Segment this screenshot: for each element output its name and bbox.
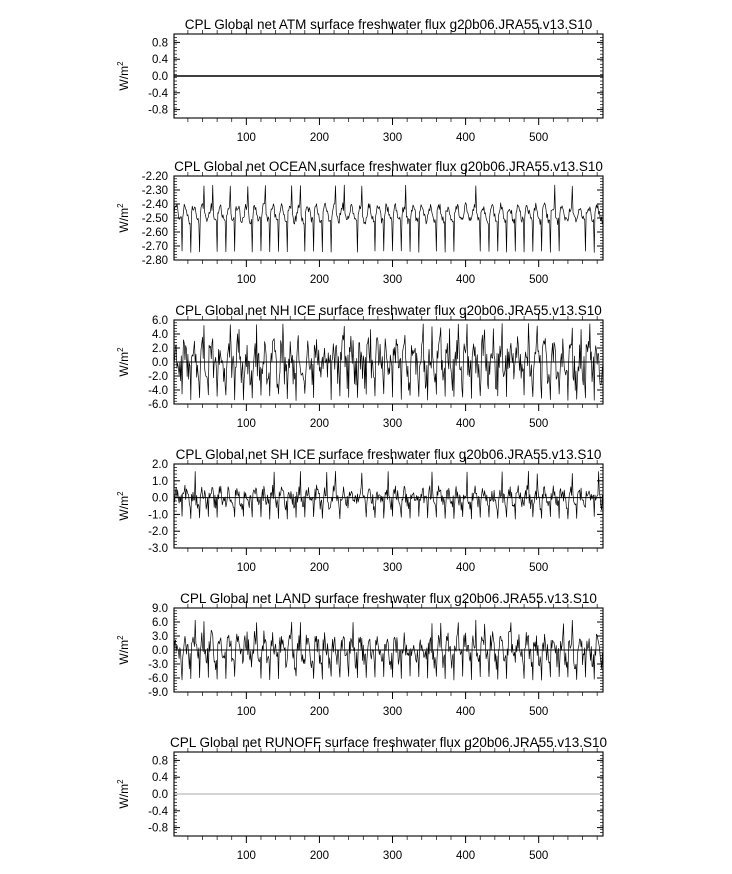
- x-tick-label: 400: [456, 132, 476, 144]
- y-tick-label: 0.0: [152, 492, 168, 505]
- series-line: [174, 471, 603, 519]
- y-axis-label: $W/m^2$: [116, 61, 131, 91]
- y-tick-label: -6.0: [148, 399, 168, 411]
- x-tick-label: 200: [309, 418, 330, 430]
- x-tick-label: 200: [309, 562, 330, 574]
- y-tick-label: -0.8: [148, 104, 168, 117]
- y-tick-label: 9.0: [152, 603, 168, 615]
- x-tick-label: 200: [309, 850, 330, 862]
- y-axis-label: $W/m^2$: [116, 779, 131, 809]
- y-tick-label: -0.4: [148, 87, 168, 100]
- y-tick-label: -9.0: [148, 687, 168, 699]
- x-tick-label: 100: [236, 562, 256, 574]
- y-tick-label: 0.0: [152, 357, 168, 369]
- panel-4: [116, 447, 603, 574]
- y-tick-label: 1.0: [152, 475, 168, 488]
- x-tick-label: 100: [236, 418, 256, 430]
- x-tick-label: 100: [236, 850, 256, 862]
- x-tick-label: 300: [382, 132, 403, 144]
- x-tick-label: 400: [456, 850, 476, 862]
- y-tick-label: 4.0: [152, 329, 168, 341]
- y-tick-label: 2.0: [152, 343, 168, 355]
- x-tick-label: 200: [309, 132, 330, 144]
- x-tick-label: 500: [529, 132, 549, 144]
- y-tick-label: 6.0: [152, 315, 168, 327]
- y-tick-label: -1.0: [148, 509, 168, 522]
- y-tick-label: -2.40: [141, 199, 168, 211]
- panel-2: [116, 159, 603, 286]
- x-tick-label: 300: [382, 562, 403, 574]
- y-tick-label: -4.0: [148, 385, 168, 397]
- x-tick-label: 300: [382, 706, 403, 718]
- x-tick-label: 500: [529, 706, 549, 718]
- x-tick-label: 300: [382, 850, 403, 862]
- y-tick-label: -2.30: [141, 185, 168, 197]
- x-tick-label: 200: [309, 274, 330, 286]
- panel-title: CPL Global net NH ICE surface freshwater flux g20b06.JRA55.v13.S10: [175, 303, 602, 318]
- y-tick-label: -2.0: [148, 526, 168, 539]
- panel-3: [116, 303, 603, 430]
- y-tick-label: -2.50: [141, 213, 168, 225]
- x-tick-label: 200: [309, 706, 330, 718]
- x-tick-label: 500: [529, 850, 549, 862]
- y-tick-label: -0.4: [148, 805, 168, 818]
- y-tick-label: -2.70: [141, 241, 168, 253]
- panel-5: [116, 591, 603, 718]
- y-tick-label: 0.8: [152, 37, 168, 50]
- panel-title: CPL Global net SH ICE surface freshwater flux g20b06.JRA55.v13.S10: [175, 447, 602, 462]
- y-tick-label: -3.0: [148, 543, 168, 555]
- panel-1: [116, 17, 603, 144]
- x-tick-label: 100: [236, 132, 256, 144]
- y-axis-label: $W/m^2$: [116, 203, 131, 233]
- y-tick-label: -2.0: [148, 371, 168, 383]
- y-axis-label: $W/m^2$: [116, 347, 131, 377]
- y-axis-label: $W/m^2$: [116, 635, 131, 665]
- y-tick-label: -2.60: [141, 227, 168, 239]
- x-tick-label: 400: [456, 418, 476, 430]
- y-tick-label: 0.0: [152, 645, 168, 657]
- y-tick-label: -6.0: [148, 673, 168, 685]
- series-line: [174, 185, 603, 252]
- y-tick-label: 0.8: [152, 755, 168, 768]
- y-tick-label: 0.4: [152, 772, 168, 785]
- y-tick-label: -2.20: [141, 171, 168, 183]
- y-tick-label: -3.0: [148, 659, 168, 671]
- x-tick-label: 400: [456, 562, 476, 574]
- panel-title: CPL Global net ATM surface freshwater flux g20b06.JRA55.v13.S10: [184, 17, 593, 32]
- x-tick-label: 500: [529, 274, 549, 286]
- panel-title: CPL Global net OCEAN surface freshwater flux g20b06.JRA55.v13.S10: [174, 159, 603, 174]
- y-tick-label: 0.4: [152, 54, 168, 67]
- y-tick-label: -0.8: [148, 822, 168, 835]
- x-tick-label: 500: [529, 418, 549, 430]
- y-axis-label: $W/m^2$: [116, 491, 131, 521]
- x-tick-label: 100: [236, 706, 256, 718]
- y-tick-label: 2.0: [152, 459, 168, 471]
- y-tick-label: 3.0: [152, 631, 168, 643]
- x-tick-label: 400: [456, 274, 476, 286]
- x-tick-label: 100: [236, 274, 256, 286]
- x-tick-label: 500: [529, 562, 549, 574]
- panel-title: CPL Global net LAND surface freshwater flux g20b06.JRA55.v13.S10: [180, 591, 597, 606]
- y-tick-label: -2.80: [141, 255, 168, 267]
- panel-title: CPL Global net RUNOFF surface freshwater flux g20b06.JRA55.v13.S10: [170, 735, 607, 750]
- y-tick-label: 6.0: [152, 617, 168, 629]
- y-tick-label: 0.0: [152, 789, 168, 801]
- panel-6: [116, 735, 607, 862]
- x-tick-label: 300: [382, 274, 403, 286]
- y-tick-label: 0.0: [152, 71, 168, 83]
- x-tick-label: 300: [382, 418, 403, 430]
- x-tick-label: 400: [456, 706, 476, 718]
